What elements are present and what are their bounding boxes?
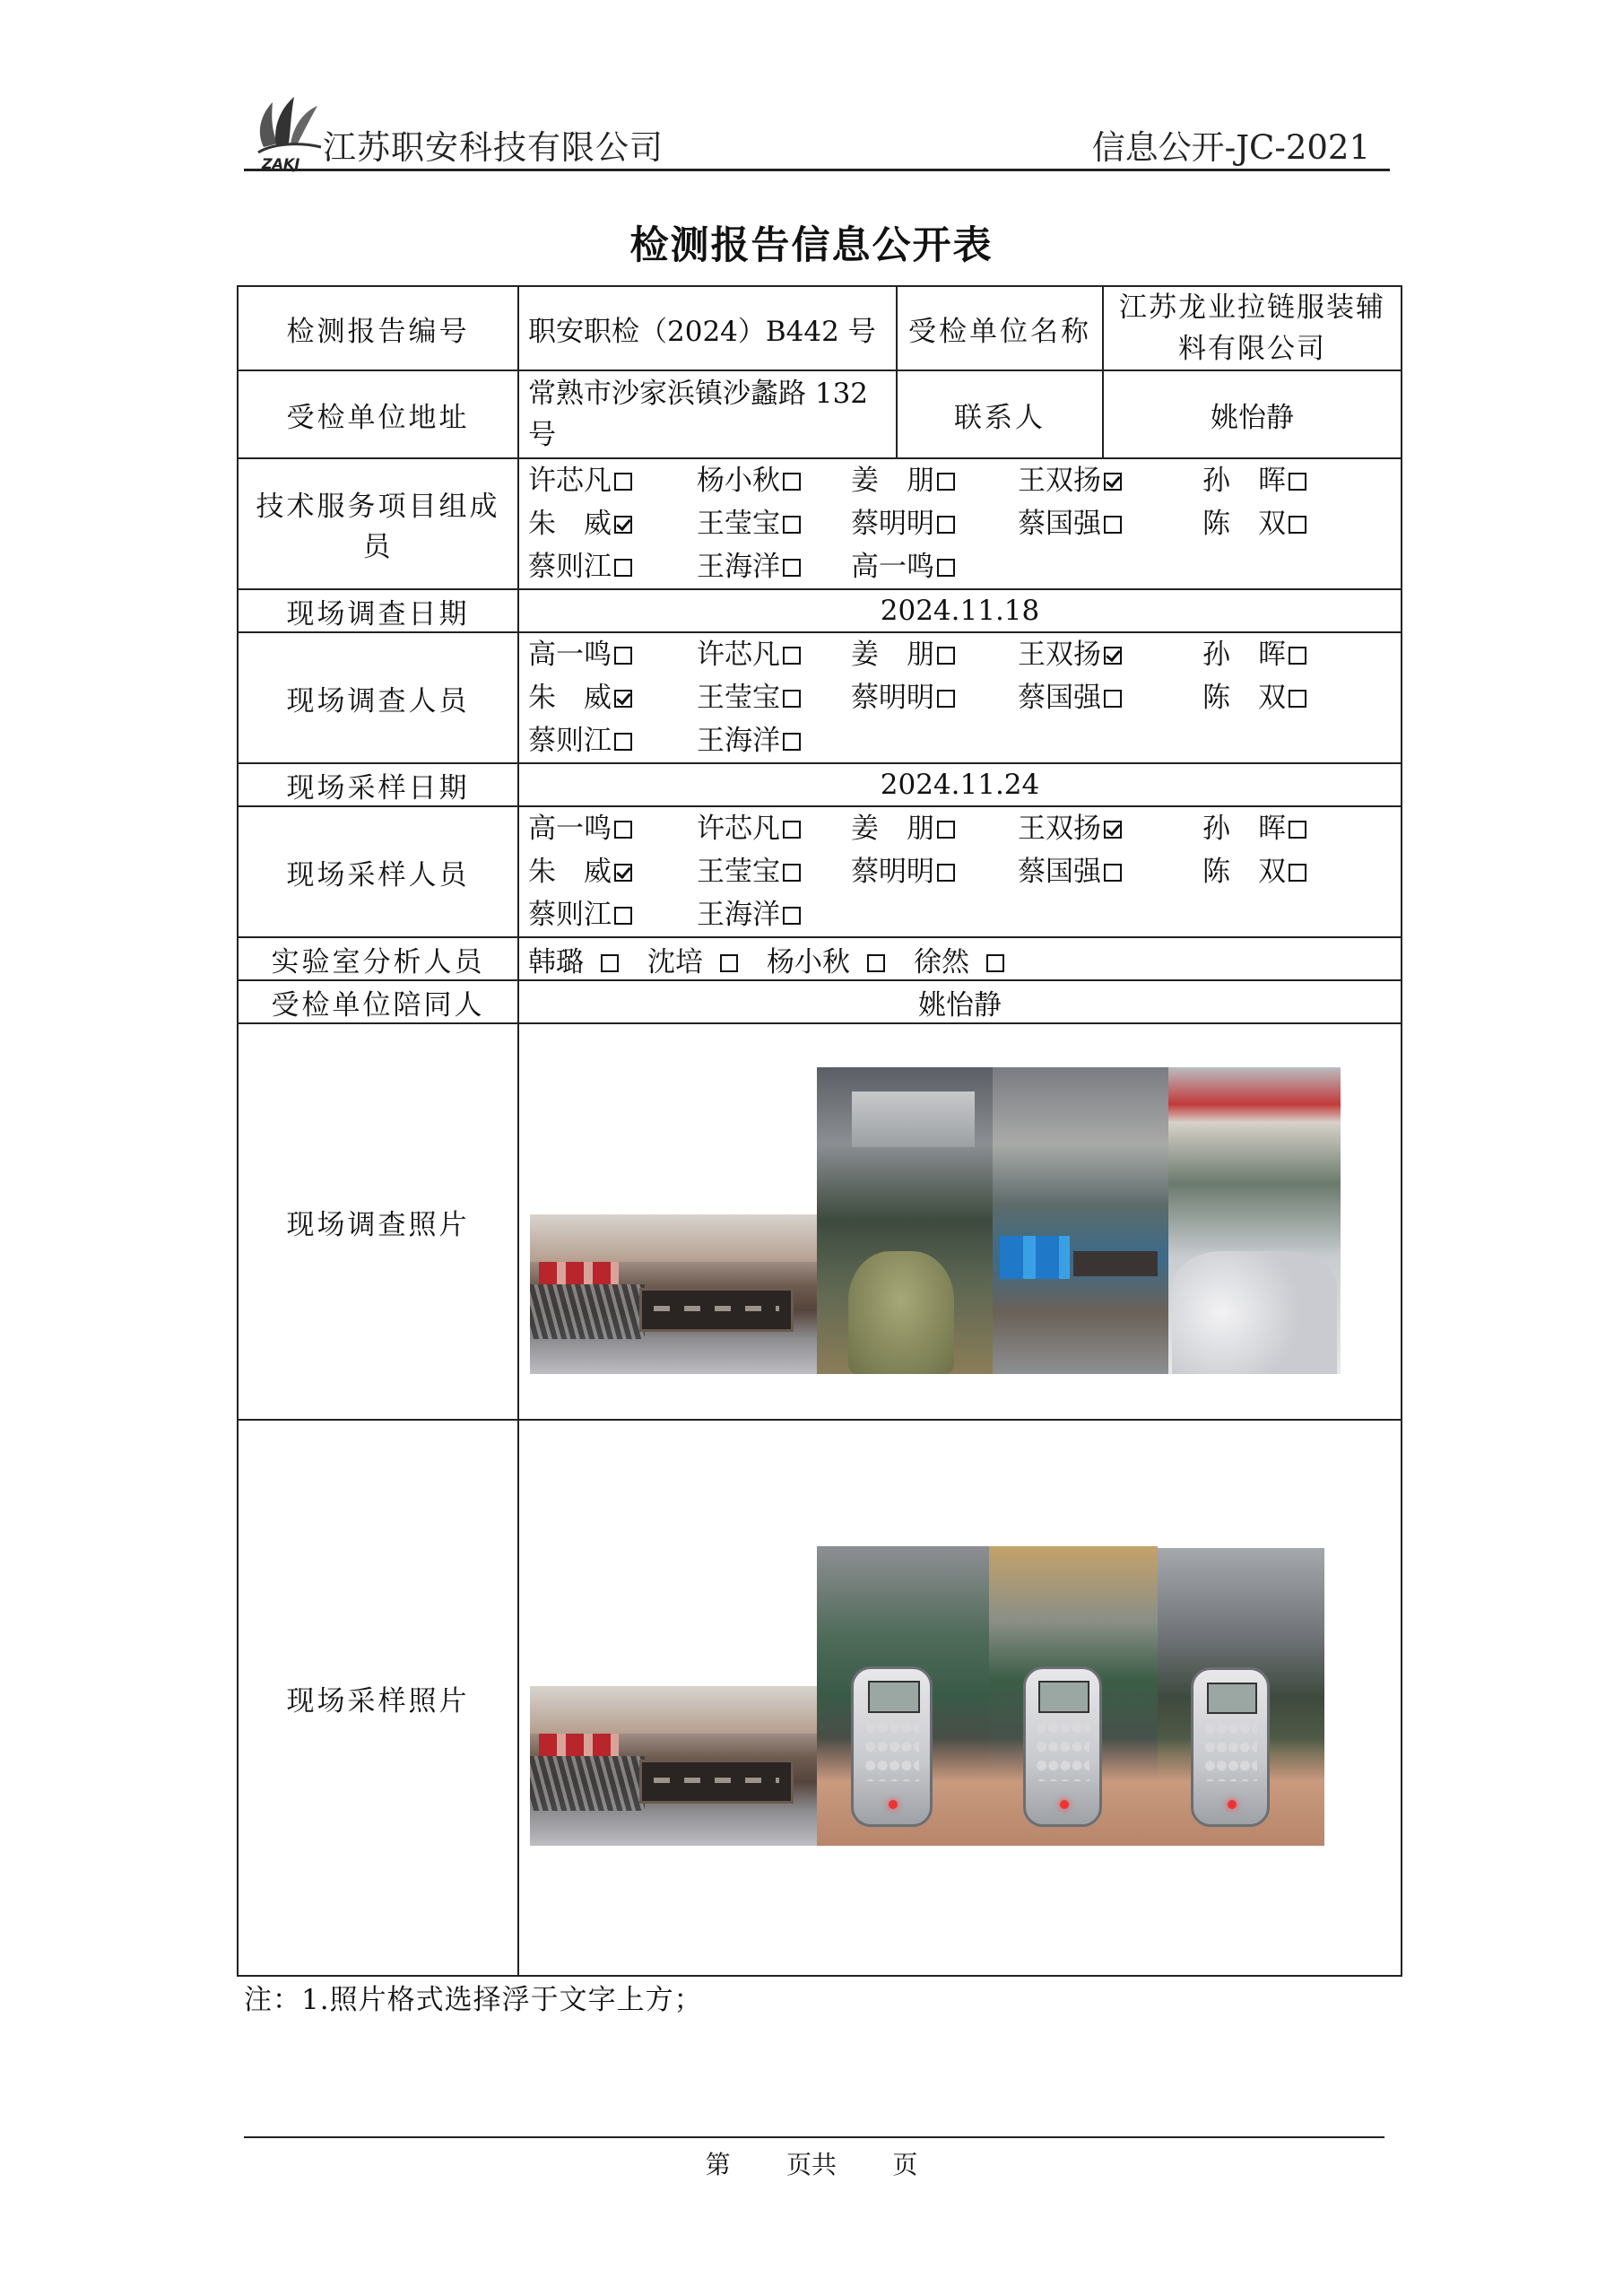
lab-person-entry	[914, 946, 1019, 978]
person-name: 王双扬	[1018, 465, 1101, 497]
survey-photos-cell	[518, 1023, 1402, 1420]
table-row	[238, 1420, 1402, 1976]
address-value: 常熟市沙家浜镇沙蠡路 132 号	[518, 370, 897, 458]
unchecked-box-icon	[783, 690, 801, 708]
table-row	[238, 937, 1402, 980]
page-number-suffix: 页	[892, 2150, 918, 2179]
unchecked-box-icon	[614, 473, 632, 491]
person-name: 许芯凡	[697, 639, 780, 671]
person-entry	[528, 459, 697, 502]
person-name: 王海洋	[697, 725, 780, 757]
person-entry	[1202, 459, 1371, 502]
name-row	[528, 807, 1392, 850]
unchecked-box-icon	[1289, 821, 1306, 839]
person-name: 许芯凡	[697, 813, 780, 845]
person-name: 姜 朋	[851, 813, 934, 845]
unchecked-box-icon	[783, 559, 801, 577]
unchecked-box-icon	[783, 907, 801, 925]
table-row	[238, 980, 1402, 1023]
name-row	[528, 633, 1392, 676]
person-name: 王双扬	[1018, 639, 1101, 671]
person-entry	[851, 676, 1018, 719]
sampling-date-value: 2024.11.24	[518, 763, 1402, 806]
name-row	[528, 719, 1392, 762]
unchecked-box-icon	[1289, 473, 1306, 491]
checked-box-icon	[614, 690, 632, 708]
sampling-date-label: 现场采样日期	[238, 763, 518, 806]
sound-level-meter-icon	[851, 1666, 932, 1828]
logo-text: ZAKJ	[262, 155, 300, 172]
person-entry	[1018, 502, 1202, 545]
table-row	[238, 1023, 1402, 1420]
report-no-value: 职安职检（2024）B442 号	[518, 286, 897, 370]
person-entry	[697, 807, 851, 850]
report-no-label: 检测报告编号	[238, 286, 518, 370]
factory-gate-photo	[530, 1214, 817, 1374]
workshop-photo-2	[993, 1067, 1168, 1374]
team-label: 技术服务项目组成员	[238, 458, 518, 589]
unchecked-box-icon	[937, 821, 955, 839]
person-entry	[528, 893, 697, 936]
person-entry	[851, 633, 1018, 676]
person-name: 韩璐	[528, 945, 584, 978]
table-row	[238, 370, 1402, 458]
unchecked-box-icon	[783, 516, 801, 534]
unchecked-box-icon	[937, 516, 955, 534]
checked-box-icon	[614, 864, 632, 882]
lab-person-entry	[528, 946, 633, 978]
factory-gate-photo	[530, 1686, 817, 1846]
person-entry	[1018, 633, 1202, 676]
person-entry	[697, 545, 851, 588]
name-row	[528, 459, 1392, 502]
table-row	[238, 632, 1402, 763]
checked-box-icon	[1104, 821, 1122, 839]
person-name: 蔡国强	[1018, 508, 1101, 540]
person-entry	[528, 633, 697, 676]
sampling-photos-cell	[518, 1420, 1402, 1976]
unchecked-box-icon	[783, 473, 801, 491]
unchecked-box-icon	[783, 733, 801, 751]
escort-label: 受检单位陪同人	[238, 980, 518, 1023]
person-name: 王莹宝	[697, 508, 780, 540]
lab-person-entry	[767, 946, 899, 978]
survey-date-label: 现场调查日期	[238, 589, 518, 632]
person-entry	[851, 807, 1018, 850]
footnote: 注：1.照片格式选择浮于文字上方；	[244, 1984, 703, 2016]
company-logo-icon	[246, 84, 325, 174]
sound-level-meter-icon	[1023, 1666, 1103, 1828]
person-name: 杨小秋	[767, 945, 850, 978]
person-name: 杨小秋	[697, 465, 780, 497]
sampling-photo-1	[817, 1546, 989, 1846]
survey-staff-list	[518, 632, 1402, 763]
person-name: 高一鸣	[851, 551, 934, 583]
person-entry	[1202, 633, 1371, 676]
name-row	[528, 545, 1392, 588]
unchecked-box-icon	[614, 733, 632, 751]
company-name: 江苏职安科技有限公司	[323, 128, 664, 167]
person-name: 蔡国强	[1018, 856, 1101, 888]
person-entry	[1202, 807, 1371, 850]
contact-label: 联系人	[897, 370, 1103, 458]
person-name: 蔡则江	[528, 725, 612, 757]
person-name: 蔡国强	[1018, 682, 1101, 714]
person-name: 蔡明明	[851, 682, 934, 714]
person-name: 蔡则江	[528, 899, 612, 931]
checked-box-icon	[1104, 647, 1122, 665]
survey-date-value: 2024.11.18	[518, 589, 1402, 632]
person-name: 孙 晖	[1202, 813, 1286, 845]
unchecked-box-icon	[937, 473, 955, 491]
table-row	[238, 589, 1402, 632]
table-row	[238, 763, 1402, 806]
person-entry	[528, 676, 697, 719]
person-name: 陈 双	[1202, 682, 1286, 714]
table-row	[238, 286, 1402, 370]
contact-value: 姚怡静	[1103, 370, 1402, 458]
table-row	[238, 458, 1402, 589]
person-name: 孙 晖	[1202, 639, 1286, 671]
workshop-photo-3	[1168, 1067, 1341, 1374]
unchecked-box-icon	[614, 821, 632, 839]
unchecked-box-icon	[614, 647, 632, 665]
person-entry	[697, 719, 851, 762]
unchecked-box-icon	[601, 954, 619, 972]
unchecked-box-icon	[1289, 647, 1306, 665]
unchecked-box-icon	[614, 559, 632, 577]
person-name: 王海洋	[697, 899, 780, 931]
person-name: 王莹宝	[697, 682, 780, 714]
unchecked-box-icon	[937, 559, 955, 577]
unit-name-label: 受检单位名称	[897, 286, 1103, 370]
person-name: 陈 双	[1202, 508, 1286, 540]
name-row	[528, 893, 1392, 936]
workshop-photo-1	[817, 1067, 993, 1374]
table-row	[238, 806, 1402, 937]
person-entry	[697, 676, 851, 719]
page-number	[0, 2145, 1623, 2181]
person-name: 高一鸣	[528, 813, 612, 845]
unchecked-box-icon	[937, 690, 955, 708]
unchecked-box-icon	[1289, 864, 1306, 882]
unchecked-box-icon	[867, 954, 885, 972]
unchecked-box-icon	[937, 647, 955, 665]
person-entry	[528, 545, 697, 588]
footer-rule	[244, 2136, 1384, 2138]
person-entry	[528, 850, 697, 893]
person-name: 沈培	[647, 945, 703, 978]
name-row	[528, 676, 1392, 719]
person-entry	[1018, 676, 1202, 719]
person-entry	[1018, 459, 1202, 502]
sound-level-meter-icon	[1191, 1667, 1270, 1828]
unchecked-box-icon	[783, 647, 801, 665]
info-table	[237, 285, 1402, 1977]
survey-photos-label: 现场调查照片	[238, 1023, 518, 1420]
person-name: 朱 威	[528, 856, 612, 888]
unchecked-box-icon	[1289, 516, 1306, 534]
page-header	[244, 113, 1390, 171]
person-name: 姜 朋	[851, 465, 934, 497]
person-entry	[1202, 502, 1371, 545]
checked-box-icon	[1104, 473, 1122, 491]
sampling-photos-label: 现场采样照片	[238, 1420, 518, 1976]
lab-person-entry	[647, 946, 752, 978]
unchecked-box-icon	[783, 821, 801, 839]
person-entry	[1018, 850, 1202, 893]
unchecked-box-icon	[720, 954, 738, 972]
checked-box-icon	[614, 516, 632, 534]
person-entry	[851, 850, 1018, 893]
person-entry	[528, 719, 697, 762]
name-row	[528, 850, 1392, 893]
person-name: 蔡则江	[528, 551, 612, 583]
person-name: 朱 威	[528, 508, 612, 540]
person-entry	[697, 459, 851, 502]
sampling-photo-3	[1158, 1548, 1324, 1846]
unchecked-box-icon	[614, 907, 632, 925]
sampling-staff-label: 现场采样人员	[238, 806, 518, 937]
person-entry	[697, 850, 851, 893]
escort-value: 姚怡静	[518, 980, 1402, 1023]
page-number-middle: 页共	[785, 2150, 837, 2179]
person-name: 陈 双	[1202, 856, 1286, 888]
unchecked-box-icon	[986, 954, 1004, 972]
person-entry	[1202, 676, 1371, 719]
unchecked-box-icon	[1104, 864, 1122, 882]
unchecked-box-icon	[1289, 690, 1306, 708]
person-name: 王双扬	[1018, 813, 1101, 845]
person-name: 王莹宝	[697, 856, 780, 888]
person-name: 姜 朋	[851, 639, 934, 671]
person-name: 徐然	[914, 945, 969, 978]
person-name: 孙 晖	[1202, 465, 1286, 497]
person-entry	[851, 502, 1018, 545]
person-entry	[1202, 850, 1371, 893]
survey-staff-label: 现场调查人员	[238, 632, 518, 763]
unchecked-box-icon	[783, 864, 801, 882]
person-entry	[697, 633, 851, 676]
unchecked-box-icon	[1104, 516, 1122, 534]
page-title: 检测报告信息公开表	[629, 223, 994, 268]
sampling-photo-2	[989, 1546, 1158, 1846]
page-number-prefix: 第	[705, 2150, 731, 2179]
person-entry	[697, 893, 851, 936]
document-code: 信息公开-JC-2021	[1091, 128, 1370, 167]
person-entry	[528, 502, 697, 545]
sampling-staff-list	[518, 806, 1402, 937]
name-row	[528, 502, 1392, 545]
lab-staff-list	[518, 937, 1402, 980]
person-name: 蔡明明	[851, 856, 934, 888]
unchecked-box-icon	[1104, 690, 1122, 708]
person-name: 朱 威	[528, 682, 612, 714]
person-name: 高一鸣	[528, 639, 612, 671]
person-entry	[528, 807, 697, 850]
person-entry	[697, 502, 851, 545]
team-list	[518, 458, 1402, 589]
lab-staff-label: 实验室分析人员	[238, 937, 518, 980]
person-name: 许芯凡	[528, 465, 612, 497]
person-entry	[851, 545, 1018, 588]
person-entry	[851, 459, 1018, 502]
person-name: 王海洋	[697, 551, 780, 583]
person-name: 蔡明明	[851, 508, 934, 540]
unchecked-box-icon	[937, 864, 955, 882]
unit-name-value: 江苏龙业拉链服装辅料有限公司	[1103, 286, 1402, 370]
address-label: 受检单位地址	[238, 370, 518, 458]
person-entry	[1018, 807, 1202, 850]
